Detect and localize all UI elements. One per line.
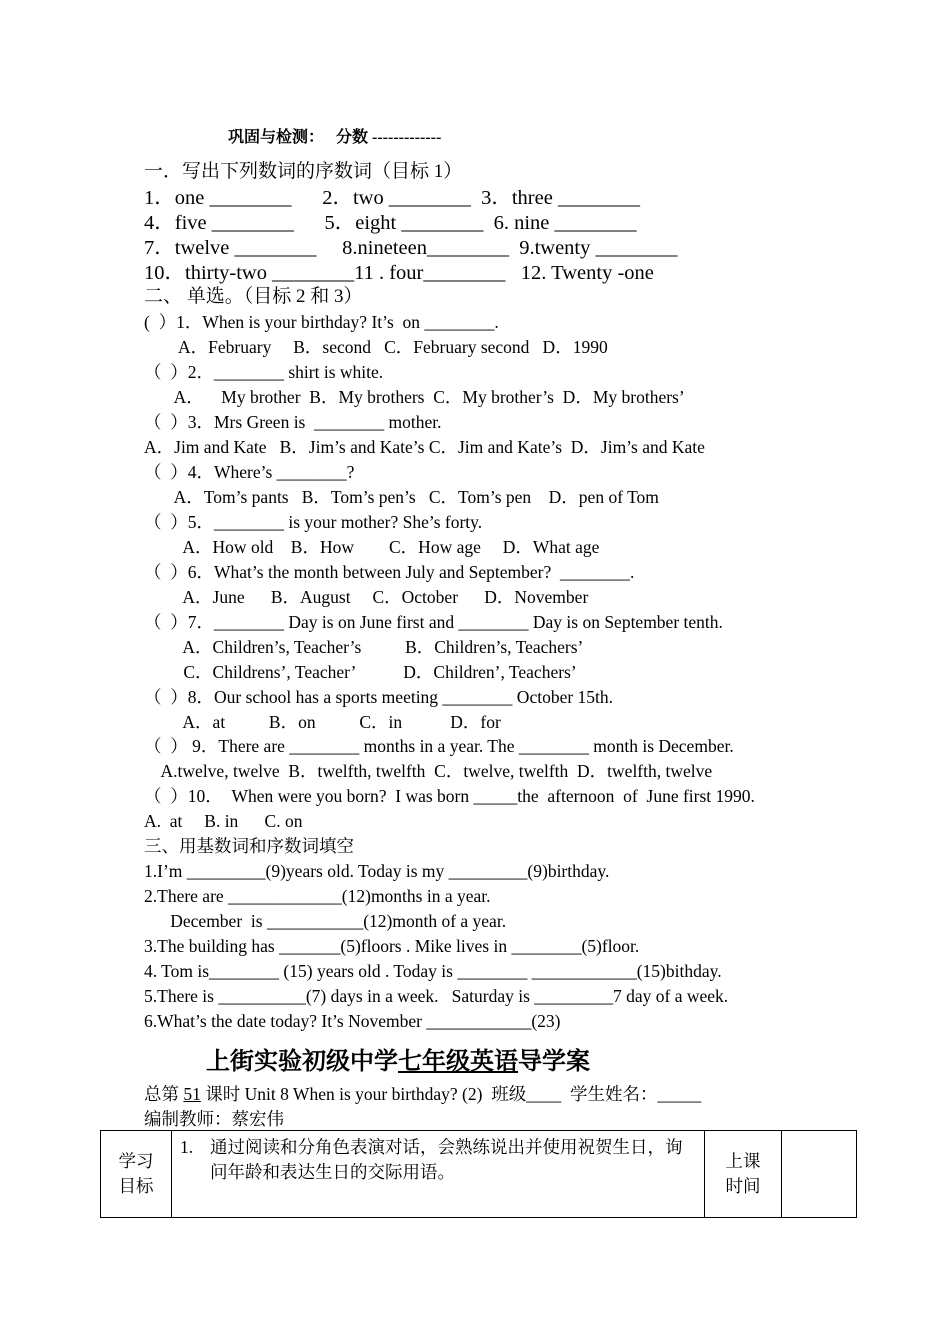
goals-label-cell bbox=[101, 1131, 172, 1218]
plan-title bbox=[206, 1041, 590, 1076]
options-line: A. at B. in C. on bbox=[144, 811, 303, 831]
fill-line: 1.I’m _________(9)years old. Today is my _________(9)birthday. bbox=[144, 861, 610, 881]
part1-row: 4．five ________ 5．eight ________ 6. nine ________ bbox=[144, 212, 637, 234]
part1-title: 一．写出下列数词的序数词（目标 1） bbox=[144, 161, 463, 182]
question-line: （ ）3．Mrs Green is ________ mother. bbox=[144, 412, 442, 432]
question-line: （ ）2．________ shirt is white. bbox=[144, 362, 384, 382]
part1-row: 7．twelve ________ 8.nineteen________ 9.twenty ________ bbox=[144, 237, 678, 259]
lesson-info bbox=[144, 1083, 701, 1105]
goals-content-cell bbox=[172, 1131, 705, 1218]
title-school: 上街实验初级中学 bbox=[206, 1049, 398, 1075]
lesson-number: 51 bbox=[183, 1084, 201, 1104]
options-line: A．Jim and Kate B．Jim’s and Kate’s C．Jim and Kate’s D．Jim’s and Kate bbox=[144, 437, 705, 457]
lesson-rest: 课时 Unit 8 When is your birthday? (2) 班级____ 学生姓名： bbox=[200, 1084, 658, 1104]
question-line: （ ）4．Where’s ________? bbox=[144, 462, 355, 482]
teacher-line: 编制教师：蔡宏伟 bbox=[144, 1109, 284, 1129]
question-line: ( ）1．When is your birthday? It’s on ________. bbox=[144, 312, 499, 332]
fill-line: 2.There are _____________(12)months in a year. bbox=[144, 886, 491, 906]
goals-table bbox=[100, 1130, 857, 1218]
student-name-blank: _____ bbox=[657, 1084, 702, 1104]
question-line: （ ）7．________ Day is on June first and ________ Day is on September tenth. bbox=[144, 612, 723, 632]
options-line: A.twelve, twelve B．twelfth, twelfth C．twelve, twelfth D．twelfth, twelve bbox=[144, 761, 713, 781]
question-line: （ ）8．Our school has a sports meeting ________ October 15th. bbox=[144, 687, 614, 707]
options-line: A．June B．August C．October D．November bbox=[144, 587, 589, 607]
goal-number: 1. bbox=[180, 1137, 194, 1157]
question-line: （ ）10． When were you born? I was born _____the afternoon of June first 1990. bbox=[144, 786, 755, 806]
fill-line: 5.There is __________(7) days in a week. Saturday is _________7 day of a week. bbox=[144, 986, 729, 1006]
goals-label: 学习 目标 bbox=[118, 1151, 154, 1196]
fill-line: 3.The building has _______(5)floors . Mike lives in ________(5)floor. bbox=[144, 936, 640, 956]
lesson-prefix: 总第 bbox=[144, 1084, 184, 1104]
options-line: C．Childrens’, Teacher’ D．Children’, Teachers’ bbox=[144, 662, 577, 682]
class-time-value-cell bbox=[782, 1131, 857, 1218]
question-line: （ ）5．________ is your mother? She’s forty. bbox=[144, 512, 483, 532]
fill-line: December is ___________(12)month of a year. bbox=[144, 911, 507, 931]
question-line: （ ）6．What’s the month between July and September? ________. bbox=[144, 562, 635, 582]
part3-title: 三、用基数词和序数词填空 bbox=[144, 836, 354, 856]
options-line: A．February B．second C．February second D．1990 bbox=[144, 337, 608, 357]
class-time-label-cell bbox=[705, 1131, 782, 1218]
goal-item bbox=[172, 1131, 704, 1185]
question-line: （ ） 9．There are ________ months in a year. The ________ month is December. bbox=[144, 736, 734, 756]
options-line: A． My brother B．My brothers C．My brother’s D．My brothers’ bbox=[144, 387, 685, 407]
title-type: 导学案 bbox=[518, 1049, 590, 1075]
options-line: A．How old B．How C．How age D．What age bbox=[144, 537, 600, 557]
part2-title: 二、 单选。（目标 2 和 3） bbox=[144, 286, 363, 307]
practice-header: 巩固与检测： 分数 ------------- bbox=[228, 129, 442, 146]
goal-text: 通过阅读和分角色表演对话，会熟练说出并使用祝贺生日，询问年龄和表达生日的交际用语。 bbox=[210, 1137, 683, 1182]
part1-row: 10．thirty-two ________11 . four________ 12. Twenty -one bbox=[144, 262, 654, 284]
title-grade-subject: 七年级英语 bbox=[398, 1049, 518, 1075]
options-line: A．Children’s, Teacher’s B．Children’s, Teachers’ bbox=[144, 637, 584, 657]
part1-row: 1．one ________ 2．two ________ 3．three ________ bbox=[144, 187, 640, 209]
class-time-label: 上课 时间 bbox=[725, 1151, 761, 1196]
options-line: A．Tom’s pants B．Tom’s pen’s C．Tom’s pen D．pen of Tom bbox=[144, 487, 659, 507]
options-line: A．at B．on C．in D．for bbox=[144, 712, 501, 732]
fill-line: 6.What’s the date today? It’s November ____________(23) bbox=[144, 1011, 561, 1031]
fill-line: 4. Tom is________ (15) years old . Today is ________ ____________(15)bithday. bbox=[144, 961, 722, 981]
